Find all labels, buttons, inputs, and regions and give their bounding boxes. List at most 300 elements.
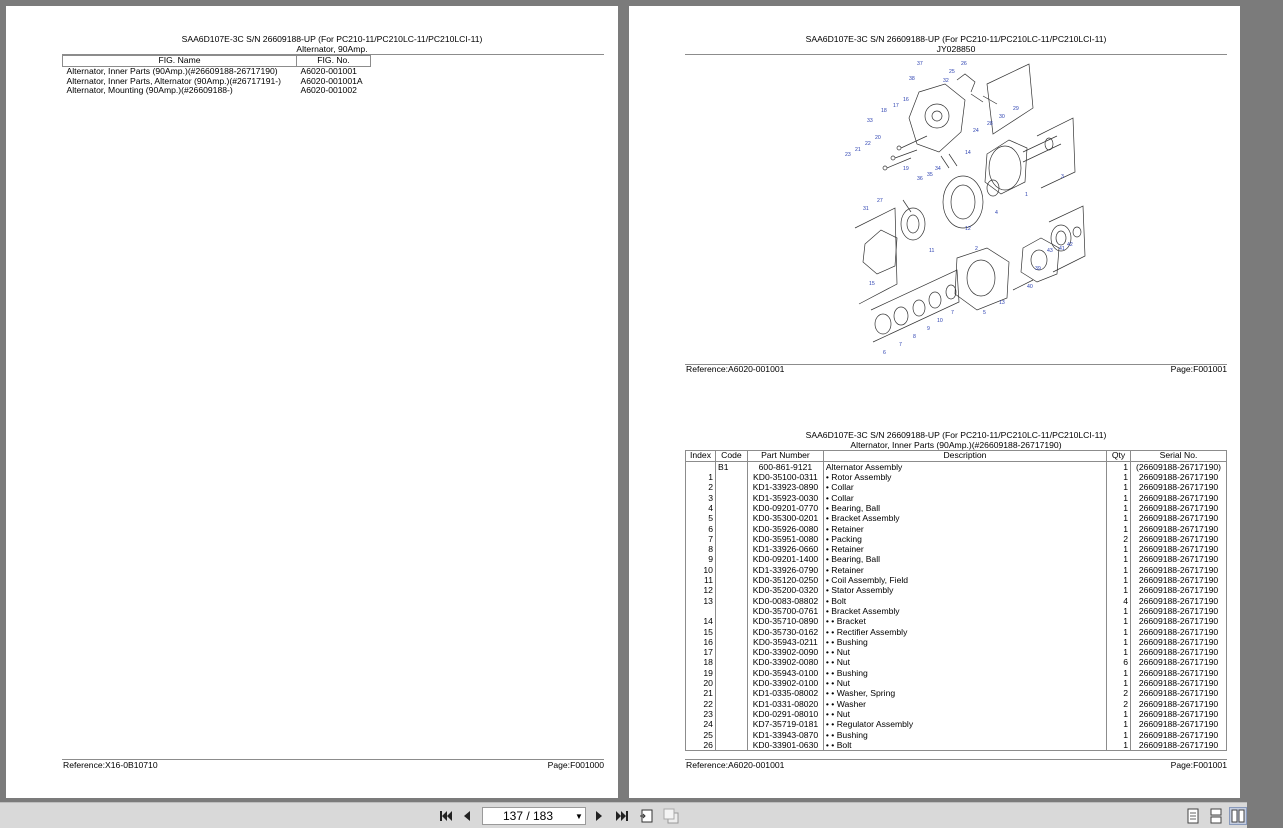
description-cell: • Bracket Assembly [823,513,1106,523]
label-13: 13 [999,300,1005,306]
nut-3 [883,166,887,170]
table-row [686,585,1227,595]
code-cell [715,565,747,575]
description-cell: • Bearing, Ball [823,503,1106,513]
part-number-cell: KD0-0291-08010 [747,709,823,719]
serial-cell: 26609188-26717190 [1131,616,1227,626]
bearing-shape-2 [929,292,941,308]
field-coil-core [907,215,919,233]
fig-no-header: FIG. No. [297,56,371,67]
chevron-down-icon[interactable]: ▼ [575,811,583,821]
index-cell: 18 [686,657,716,667]
index-cell: 6 [686,524,716,534]
table-row [686,668,1227,678]
code-cell [715,596,747,606]
index-cell: 26 [686,740,716,751]
qty-cell: 1 [1107,616,1131,626]
index-cell: 25 [686,730,716,740]
code-header: Code [715,451,747,462]
description-cell: • • Bushing [823,668,1106,678]
index-cell: 9 [686,554,716,564]
left-subtitle-line: Alternator, 90Amp. [296,43,368,54]
serial-cell: 26609188-26717190 [1131,627,1227,637]
serial-cell: 26609188-26717190 [1131,678,1227,688]
qty-cell: 2 [1107,688,1131,698]
code-cell [715,493,747,503]
qty-cell: 1 [1107,472,1131,482]
serial-cell: 26609188-26717190 [1131,637,1227,647]
serial-cell: 26609188-26717190 [1131,699,1227,709]
part-number-cell: KD1-0335-08002 [747,688,823,698]
first-page-icon[interactable] [437,807,455,825]
code-cell [715,709,747,719]
description-cell: • • Regulator Assembly [823,719,1106,729]
left-page-title [6,35,658,54]
serial-cell: 26609188-26717190 [1131,606,1227,616]
code-cell [715,472,747,482]
fig-name-cell: Alternator, Inner Parts, Alternator (90Amp.)(#26717191-) [66,75,281,86]
serial-cell: 26609188-26717190 [1131,585,1227,595]
table-row [686,719,1227,729]
description-cell: • • Rectifier Assembly [823,627,1106,637]
part-number-cell: KD0-09201-1400 [747,554,823,564]
table-row [686,688,1227,698]
serial-cell: 26609188-26717190 [1131,534,1227,544]
serial-cell: 26609188-26717190 [1131,524,1227,534]
table-row [686,606,1227,616]
qty-cell: 1 [1107,730,1131,740]
label-23: 23 [845,152,851,158]
code-cell [715,524,747,534]
part-number-cell: KD0-35943-0100 [747,668,823,678]
description-cell: • Bearing, Ball [823,554,1106,564]
label-5: 5 [983,310,986,316]
fig-table-header [63,56,371,67]
parts-subtitle-line: Alternator, Inner Parts (90Amp.)(#26609188-26717190) [850,439,1062,450]
description-cell: • Coil Assembly, Field [823,575,1106,585]
diagram-reference: Reference:A6020-001001 [686,364,785,374]
qty-cell: 6 [1107,657,1131,667]
packing-shape [894,307,908,325]
label-25: 25 [949,69,955,75]
two-page-icon[interactable] [1229,807,1247,825]
code-cell [715,585,747,595]
table-row [686,709,1227,719]
table-row [686,647,1227,657]
label-33: 33 [867,118,873,124]
label-8: 8 [913,334,916,340]
stator-shape [943,176,983,228]
code-cell [715,606,747,616]
description-cell: • • Nut [823,709,1106,719]
left-page [6,6,618,798]
code-cell [715,740,747,751]
index-cell [686,461,716,472]
part-number-cell: KD0-35943-0211 [747,637,823,647]
qty-cell: 1 [1107,709,1131,719]
fig-no-cell: A6020-001001A [300,75,363,86]
index-cell: 11 [686,575,716,585]
label-21: 21 [855,147,861,153]
index-cell: 1 [686,472,716,482]
label-6: 6 [883,350,886,356]
serial-cell: 26609188-26717190 [1131,565,1227,575]
stator-inner [951,185,975,219]
index-cell: 12 [686,585,716,595]
pulley-nut [1073,227,1081,237]
qty-cell: 1 [1107,565,1131,575]
label-14: 14 [965,150,971,156]
parts-reference: Reference:A6020-001001 [686,760,785,770]
rectifier-shape [863,230,897,274]
parts-table [685,450,1227,751]
label-27: 27 [877,198,883,204]
serial-cell: 26609188-26717190 [1131,482,1227,492]
serial-cell: 26609188-26717190 [1131,657,1227,667]
fig-name-cell: Alternator, Inner Parts (90Amp.)(#26609188-26717190) [66,65,278,76]
code-cell [715,627,747,637]
bushings [941,154,957,168]
part-number-cell: KD0-35200-0320 [747,585,823,595]
rear-bracket-hub [925,104,949,128]
retainer-shape-1 [875,314,891,334]
code-cell [715,544,747,554]
code-cell [715,719,747,729]
index-cell: 20 [686,678,716,688]
page-indicator[interactable] [482,807,586,825]
serial-cell: 26609188-26717190 [1131,730,1227,740]
serial-cell: 26609188-26717190 [1131,688,1227,698]
description-cell: • Rotor Assembly [823,472,1106,482]
label-32: 32 [943,78,949,84]
rear-bracket-bore [932,111,942,121]
part-number-cell: KD0-35700-0761 [747,606,823,616]
table-row [686,544,1227,554]
part-number-cell: KD7-35719-0181 [747,719,823,729]
label-29: 29 [1013,106,1019,112]
serial-cell: 26609188-26717190 [1131,472,1227,482]
part-number-cell: KD0-35100-0311 [747,472,823,482]
left-title-line: SAA6D107E-3C S/N 26609188-UP (For PC210-11/PC210LC-11/PC210LCI-11) [181,34,483,44]
qty-cell: 2 [1107,699,1131,709]
part-number-cell: KD0-35300-0201 [747,513,823,523]
qty-cell: 1 [1107,513,1131,523]
description-cell: • Retainer [823,544,1106,554]
description-cell: • Stator Assembly [823,585,1106,595]
serial-cell: 26609188-26717190 [1131,719,1227,729]
label-19: 19 [903,166,909,172]
code-cell [715,668,747,678]
retainer-shape-3 [946,285,956,299]
serial-cell: 26609188-26717190 [1131,740,1227,751]
part-number-cell: KD0-33902-0100 [747,678,823,688]
label-4: 4 [995,210,998,216]
label-12: 12 [965,226,971,232]
table-row [686,575,1227,585]
fan-shape [1021,238,1059,282]
table-row [686,493,1227,503]
index-cell: 23 [686,709,716,719]
serial-cell: 26609188-26717190 [1131,493,1227,503]
index-cell: 2 [686,482,716,492]
code-cell [715,503,747,513]
part-number-cell: KD1-33926-0790 [747,565,823,575]
table-row [686,461,1227,472]
right-page [629,6,1240,798]
qty-cell: 1 [1107,740,1131,751]
index-cell: 16 [686,637,716,647]
label-31: 31 [863,206,869,212]
left-reference: Reference:X16-0B10710 [63,760,158,770]
index-header: Index [686,451,716,462]
description-cell: • Retainer [823,524,1106,534]
qty-cell: 1 [1107,647,1131,657]
table-row [686,657,1227,667]
serial-cell: 26609188-26717190 [1131,575,1227,585]
description-cell: • • Nut [823,678,1106,688]
code-cell [715,575,747,585]
label-24: 24 [973,128,979,134]
index-cell: 19 [686,668,716,678]
fit-width-icon[interactable] [662,807,680,825]
table-row [686,627,1227,637]
label-1: 1 [1025,192,1028,198]
serial-cell: 26609188-26717190 [1131,647,1227,657]
label-7a: 7 [899,342,902,348]
table-row [686,699,1227,709]
qty-cell: 1 [1107,544,1131,554]
qty-cell: 1 [1107,585,1131,595]
qty-cell: 1 [1107,575,1131,585]
index-cell [686,606,716,616]
label-2: 2 [975,246,978,252]
part-number-cell: KD0-35120-0250 [747,575,823,585]
description-cell: • Collar [823,482,1106,492]
label-30: 30 [999,114,1005,120]
prev-page-icon[interactable] [458,807,476,825]
fig-name-cell: Alternator, Mounting (90Amp.)(#26609188-) [66,85,233,96]
table-row [686,596,1227,606]
description-cell: • • Washer, Spring [823,688,1106,698]
code-cell [715,678,747,688]
index-cell: 13 [686,596,716,606]
qty-cell: 1 [1107,678,1131,688]
label-28: 28 [987,121,993,127]
code-cell [715,730,747,740]
retainer-shape-2 [913,300,925,316]
label-26: 26 [961,61,967,67]
nut-1 [897,146,901,150]
label-37: 37 [917,61,923,67]
fig-no-cell: A6020-001001 [300,65,357,76]
code-cell: B1 [715,461,747,472]
diagram-page-number: Page:F001001 [1170,364,1227,374]
pulley-bore [1056,231,1066,245]
table-row [686,678,1227,688]
qty-cell: 2 [1107,534,1131,544]
code-cell [715,482,747,492]
table-row [686,554,1227,564]
index-cell: 5 [686,513,716,523]
table-row [686,482,1227,492]
regulator-shape [957,74,975,92]
table-row [686,637,1227,647]
qty-cell: 1 [1107,637,1131,647]
qty-cell: 1 [1107,493,1131,503]
part-number-cell: KD1-33923-0890 [747,482,823,492]
table-row [686,513,1227,523]
serial-cell: 26609188-26717190 [1131,503,1227,513]
rotor-pole [989,146,1021,190]
part-number-cell: KD1-33943-0870 [747,730,823,740]
description-cell: • Collar [823,493,1106,503]
table-row [686,616,1227,626]
fig-row [63,86,371,96]
label-9: 9 [927,326,930,332]
serial-cell: (26609188-26717190) [1131,461,1227,472]
label-11: 11 [929,248,935,254]
small-bolts [887,136,927,168]
code-cell [715,699,747,709]
diagram-id: JY028850 [936,43,976,54]
label-43: 43 [1047,248,1053,254]
part-number-cell: KD1-33926-0660 [747,544,823,554]
index-cell: 24 [686,719,716,729]
label-17: 17 [893,103,899,109]
index-cell: 14 [686,616,716,626]
label-36: 36 [917,176,923,182]
label-39: 39 [1035,266,1041,272]
parts-title-line: SAA6D107E-3C S/N 26609188-UP (For PC210-11/PC210LC-11/PC210LCI-11) [805,430,1107,440]
label-40: 40 [1027,284,1033,290]
table-row [686,524,1227,534]
pulley-box [1049,206,1085,272]
description-header: Description [823,451,1106,462]
label-35: 35 [927,172,933,178]
index-cell: 21 [686,688,716,698]
rotor-shaft [1023,136,1061,162]
part-number-cell: KD0-35951-0080 [747,534,823,544]
part-number-cell: KD0-35926-0080 [747,524,823,534]
parts-table-title [629,431,1283,450]
serial-cell: 26609188-26717190 [1131,513,1227,523]
part-number-cell: KD1-35923-0030 [747,493,823,503]
table-row [686,534,1227,544]
description-cell: • Bracket Assembly [823,606,1106,616]
code-cell [715,647,747,657]
description-cell: • • Bushing [823,637,1106,647]
description-cell: • Retainer [823,565,1106,575]
label-20: 20 [875,135,881,141]
label-16: 16 [903,97,909,103]
part-number-cell: 600-861-9121 [747,461,823,472]
index-cell: 3 [686,493,716,503]
left-page-number: Page:F001000 [547,760,604,770]
page-indicator-value: 137 / 183 [502,809,554,823]
label-15: 15 [869,281,875,287]
qty-cell: 1 [1107,482,1131,492]
part-number-cell: KD0-0083-08802 [747,596,823,606]
label-34: 34 [935,166,941,172]
description-cell: • • Nut [823,657,1106,667]
table-row [686,503,1227,513]
fig-no-cell: A6020-001002 [300,85,357,96]
nut-2 [891,156,895,160]
part-number-cell: KD0-35730-0162 [747,627,823,637]
rear-bracket-shape [909,84,965,152]
code-cell [715,534,747,544]
table-row [686,472,1227,482]
table-row [686,740,1227,751]
part-number-cell: KD0-33901-0630 [747,740,823,751]
exploded-parts-diagram [837,52,1087,356]
description-cell: • Bolt [823,596,1106,606]
serial-cell: 26609188-26717190 [1131,544,1227,554]
qty-cell: 1 [1107,524,1131,534]
continuous-page-icon[interactable] [1207,807,1225,825]
serial-header: Serial No. [1131,451,1227,462]
label-3: 3 [1061,174,1064,180]
index-cell: 10 [686,565,716,575]
code-cell [715,554,747,564]
code-cell [715,688,747,698]
terminal-lines [971,94,997,104]
serial-cell: 26609188-26717190 [1131,709,1227,719]
serial-cell: 26609188-26717190 [1131,596,1227,606]
label-42: 42 [1067,242,1073,248]
description-cell: • • Bushing [823,730,1106,740]
index-cell: 4 [686,503,716,513]
regulator-box [987,64,1033,134]
qty-cell: 1 [1107,606,1131,616]
rectifier-box [855,208,897,304]
description-cell: • • Nut [823,647,1106,657]
code-cell [715,637,747,647]
diagram-title-line: SAA6D107E-3C S/N 26609188-UP (For PC210-11/PC210LC-11/PC210LCI-11) [805,34,1107,44]
part-number-cell: KD0-33902-0090 [747,647,823,657]
label-10: 10 [937,318,943,324]
last-page-icon[interactable] [613,807,631,825]
label-7b: 7 [951,310,954,316]
description-cell: • • Washer [823,699,1106,709]
index-cell: 22 [686,699,716,709]
next-page-icon[interactable] [590,807,608,825]
table-row [686,565,1227,575]
label-18: 18 [881,108,887,114]
description-cell: • Packing [823,534,1106,544]
parts-table-header [686,451,1227,462]
code-cell [715,513,747,523]
qty-cell: 1 [1107,719,1131,729]
serial-cell: 26609188-26717190 [1131,668,1227,678]
qty-cell: 1 [1107,668,1131,678]
code-cell [715,657,747,667]
index-cell: 7 [686,534,716,544]
index-cell: 17 [686,647,716,657]
qty-header: Qty [1107,451,1131,462]
table-row [686,730,1227,740]
qty-cell: 1 [1107,627,1131,637]
qty-cell: 1 [1107,461,1131,472]
fig-table [62,55,371,96]
single-page-icon[interactable] [1184,807,1202,825]
fit-page-icon[interactable] [638,807,656,825]
serial-cell: 26609188-26717190 [1131,554,1227,564]
description-cell: • • Bolt [823,740,1106,751]
field-coil-shape [901,208,925,240]
part-number-cell: KD0-33902-0080 [747,657,823,667]
fig-name-header: FIG. Name [63,56,297,67]
